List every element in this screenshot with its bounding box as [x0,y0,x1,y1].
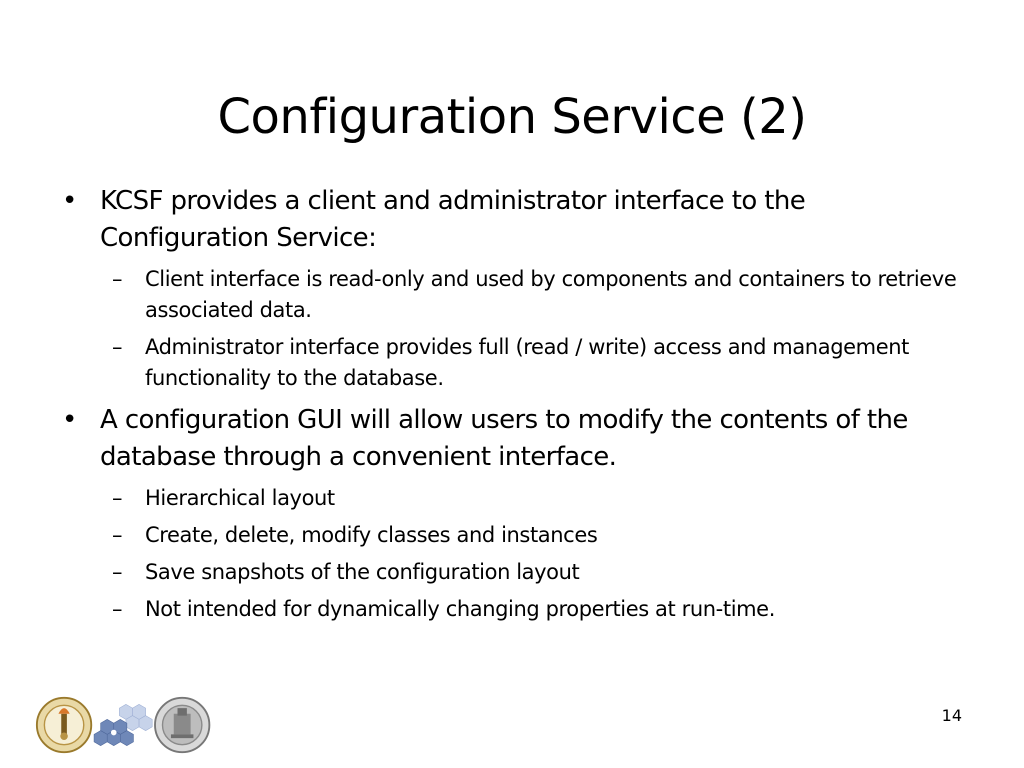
sub-bullet-text: Hierarchical layout [145,486,335,510]
dash-glyph: – [112,486,123,510]
sub-bullet-list [58,264,978,394]
sub-bullet-text: Client interface is read-only and used by components and containers to retrieve associated data. [145,267,957,322]
sub-bullet-item [58,520,978,551]
bullet-glyph: • [62,186,77,216]
slide-title: Configuration Service (2) [217,89,807,145]
bullet-item [58,183,978,257]
bullet-item [58,402,978,476]
caltech-seal-icon [37,698,91,752]
sub-bullet-item [58,557,978,588]
sub-bullet-item [58,594,978,625]
sub-bullet-list [58,483,978,625]
sub-bullet-text: Administrator interface provides full (read / write) access and management functionality to the database. [145,335,909,390]
dash-glyph: – [112,560,123,584]
sub-bullet-text: Not intended for dynamically changing properties at run-time. [145,597,775,621]
keck-mirror-segments-icon [94,704,152,745]
sub-bullet-text: Create, delete, modify classes and instances [145,523,598,547]
sub-bullet-item [58,264,978,326]
page-number: 14 [941,706,962,725]
dash-glyph: – [112,523,123,547]
footer-logos [30,695,220,755]
uc-seal-icon [155,698,209,752]
dash-glyph: – [112,267,123,291]
dash-glyph: – [112,335,123,359]
sub-bullet-text: Save snapshots of the configuration layout [145,560,580,584]
bullet-glyph: • [62,405,77,435]
dash-glyph: – [112,597,123,621]
bullet-text: A configuration GUI will allow users to modify the contents of the database through a convenient interface. [100,405,908,472]
bullet-text: KCSF provides a client and administrator interface to the Configuration Service: [100,186,806,253]
sub-bullet-item [58,483,978,514]
slide-content [58,183,978,625]
sub-bullet-item [58,332,978,394]
